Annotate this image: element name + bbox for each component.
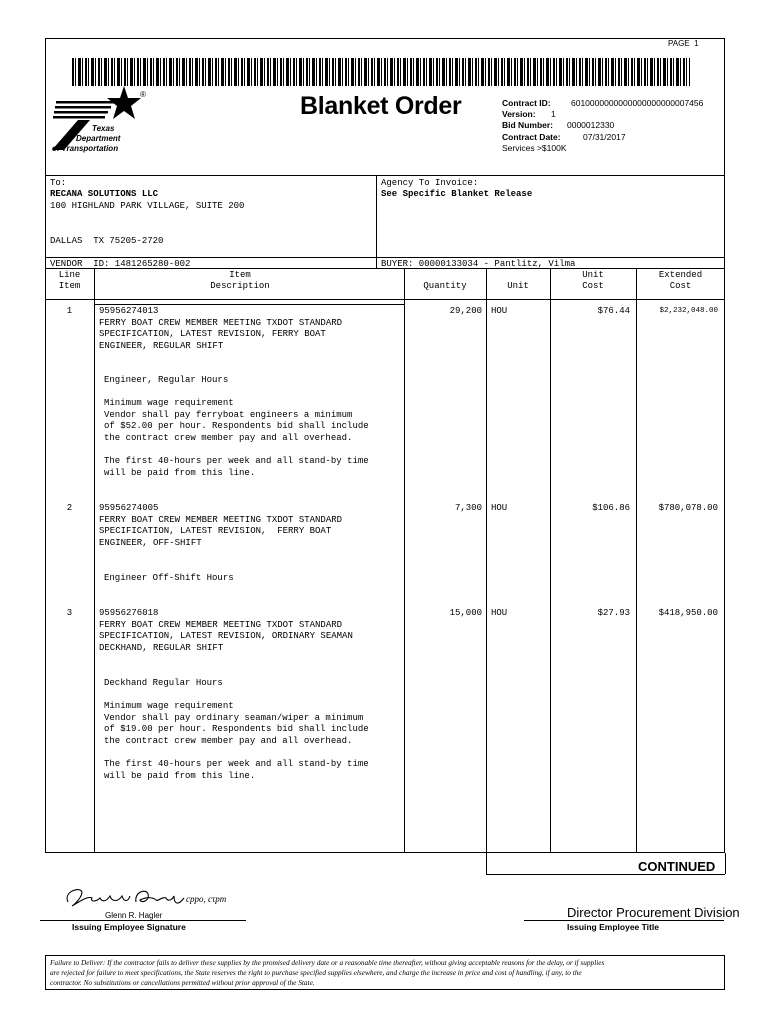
item-2-line: 2 — [66, 503, 73, 513]
vendor-name: RECANA SOLUTIONS LLC — [50, 189, 159, 199]
item-3-note-5: the contract crew member pay and all overhead. — [104, 735, 353, 746]
item-3-note-7: will be paid from this line. — [104, 770, 256, 781]
item-1-desc-line3: SPECIFICATION, LATEST REVISION, FERRY BOAT — [99, 329, 326, 340]
item-3-description — [99, 608, 353, 654]
employee-title-value: Director Procurement Division — [567, 905, 740, 920]
vendor-address: 100 HIGHLAND PARK VILLAGE, SUITE 200 — [50, 201, 245, 211]
rule-description-top — [94, 304, 404, 305]
employee-title-label: Issuing Employee Title — [567, 922, 659, 932]
item-3-desc-line3: SPECIFICATION, LATEST REVISION, ORDINARY SEAMAN — [99, 631, 353, 642]
rule-address-divider — [376, 175, 377, 268]
col-extended-header — [636, 270, 725, 292]
item-3-note-6: The first 40-hours per week and all stand-by time — [104, 759, 369, 770]
txdot-logo — [52, 84, 152, 154]
col-unitcost-header-2: Cost — [582, 281, 604, 291]
signer-name: Glenn R. Hagler — [105, 911, 163, 920]
signature-image — [62, 884, 242, 912]
item-3-unit: HOU — [491, 608, 508, 618]
signature-scribble-icon — [62, 884, 242, 912]
item-2-desc-line2: FERRY BOAT CREW MEMBER MEETING TXDOT STANDARD — [99, 514, 343, 525]
item-3-extended: $418,950.00 — [658, 608, 718, 618]
item-2-note-1: Engineer Off-Shift Hours — [104, 573, 234, 583]
item-1-note-7: will be paid from this line. — [104, 467, 256, 478]
col-extended-header-1: Extended — [658, 270, 703, 280]
agency-line2: Department — [76, 134, 121, 143]
vendor-city: DALLAS TX 75205-2720 — [50, 236, 164, 246]
col-item-header-1: Item — [229, 270, 251, 280]
col-line-header — [45, 270, 94, 292]
svg-text:cppo, cτpm: cppo, cτpm — [186, 894, 227, 904]
barcode — [72, 58, 690, 86]
item-1-note-4: of $52.00 per hour. Respondents bid shall include — [104, 421, 369, 432]
rule-continued-right — [725, 853, 726, 874]
signature-label: Issuing Employee Signature — [72, 922, 186, 932]
rule-address — [45, 257, 725, 258]
rule-col-desc — [404, 268, 405, 853]
bid-number-label: Bid Number: — [502, 120, 553, 130]
col-quantity-header: Quantity — [423, 281, 467, 291]
rule-col-qty — [486, 268, 487, 874]
failure-note-line1: Failure to Deliver: If the contractor fails to deliver these supplies by the promised delivery date or a reasonable time thereafter, without giving acceptable reasons for the delay, or if supplies — [50, 958, 605, 967]
item-1-note-5: the contract crew member pay and all overhead. — [104, 432, 353, 443]
failure-note-line3: contractor. No substitutions or cancellations permitted without prior approval of the State. — [50, 978, 315, 987]
item-2-unit-cost: $106.86 — [592, 503, 630, 513]
item-1-code: 95956274013 — [99, 306, 159, 316]
col-unitcost-header-1: Unit — [582, 270, 604, 280]
invoice-label: Agency To Invoice: — [381, 178, 479, 188]
col-unit-header: Unit — [507, 281, 529, 291]
item-3-note-4: of $19.00 per hour. Respondents bid shall include — [104, 724, 369, 735]
item-2-description — [99, 503, 342, 549]
item-3-desc-line4: DECKHAND, REGULAR SHIFT — [99, 642, 224, 653]
item-2-extended: $780,078.00 — [658, 503, 718, 513]
item-1-line: 1 — [66, 306, 73, 316]
version-value: 1 — [551, 109, 556, 119]
bid-number-value: 0000012330 — [567, 120, 615, 130]
item-1-desc-line2: FERRY BOAT CREW MEMBER MEETING TXDOT STANDARD — [99, 317, 343, 328]
contract-id-value: 6010000000000000000000007456 — [571, 98, 704, 108]
item-1-note-1: Engineer, Regular Hours — [104, 375, 229, 385]
item-3-quantity: 15,000 — [449, 608, 482, 618]
item-1-note-3: Vendor shall pay ferryboat engineers a minimum — [104, 409, 353, 420]
contract-date-label: Contract Date: — [502, 132, 561, 142]
item-3-desc-line2: FERRY BOAT CREW MEMBER MEETING TXDOT STANDARD — [99, 619, 343, 630]
item-1-unit-cost: $76.44 — [597, 306, 630, 316]
item-3-line: 3 — [66, 608, 73, 618]
rule-column-header — [45, 299, 725, 300]
item-3-note-3: Vendor shall pay ordinary seaman/wiper a minimum — [104, 712, 364, 723]
buyer: BUYER: 00000133034 - Pantlitz, Vilma — [381, 259, 576, 269]
item-3-note-2: Minimum wage requirement — [104, 701, 234, 712]
item-3-code: 95956276018 — [99, 608, 159, 618]
continued-label: CONTINUED — [638, 859, 716, 874]
item-2-desc-line4: ENGINEER, OFF-SHIFT — [99, 537, 202, 548]
agency-line3: of Transportation — [52, 144, 119, 153]
document-title: Blanket Order — [300, 92, 462, 120]
services-text: Services >$100K — [502, 143, 567, 153]
item-3-unit-cost: $27.93 — [597, 608, 630, 618]
item-3-note — [104, 678, 369, 782]
item-2-desc-line3: SPECIFICATION, LATEST REVISION, FERRY BOAT — [99, 526, 332, 537]
failure-to-deliver-note — [45, 955, 725, 990]
rule-title — [524, 920, 724, 921]
item-1-note-2: Minimum wage requirement — [104, 398, 234, 409]
item-1-note-6: The first 40-hours per week and all stand-by time — [104, 456, 369, 467]
item-1-extended: $2,232,048.00 — [659, 307, 718, 315]
col-item-header-2: Description — [210, 281, 270, 291]
col-unitcost-header — [550, 270, 636, 292]
contract-date-value: 07/31/2017 — [583, 132, 626, 142]
item-1-description — [99, 306, 342, 352]
item-2-unit: HOU — [491, 503, 508, 513]
item-1-note — [104, 375, 369, 479]
rule-continued — [486, 874, 725, 875]
to-label: To: — [50, 178, 67, 188]
rule-header — [45, 175, 725, 176]
item-3-note-1: Deckhand Regular Hours — [104, 678, 223, 688]
failure-note-line2: are rejected for failure to meet specifications, the State reserves the right to purchase specified supplies elsewhere, and charge the increase in price and cost of handling, if any, to the — [50, 968, 582, 977]
agency-line1: Texas — [92, 124, 115, 133]
version-label: Version: — [502, 109, 536, 119]
rule-col-unitcost — [636, 268, 637, 853]
vendor-id: VENDOR ID: 1481265280-002 — [50, 259, 191, 269]
col-line-header-2: Item — [58, 281, 81, 291]
item-2-code: 95956274005 — [99, 503, 159, 513]
invoice-value: See Specific Blanket Release — [381, 189, 533, 199]
col-extended-header-2: Cost — [669, 281, 692, 291]
item-1-quantity: 29,200 — [449, 306, 482, 316]
registered-mark: ® — [140, 90, 146, 99]
item-1-desc-line4: ENGINEER, REGULAR SHIFT — [99, 340, 224, 351]
rule-signature — [40, 920, 246, 921]
col-line-header-1: Line — [58, 270, 81, 280]
page-indicator — [668, 39, 699, 48]
page-number: 1 — [694, 39, 699, 48]
rule-col-unit — [550, 268, 551, 853]
page-label: PAGE — [668, 39, 690, 48]
item-2-quantity: 7,300 — [454, 503, 482, 513]
rule-col-line — [94, 268, 95, 853]
item-1-unit: HOU — [491, 306, 508, 316]
contract-id-label: Contract ID: — [502, 98, 551, 108]
col-item-header — [94, 270, 386, 292]
